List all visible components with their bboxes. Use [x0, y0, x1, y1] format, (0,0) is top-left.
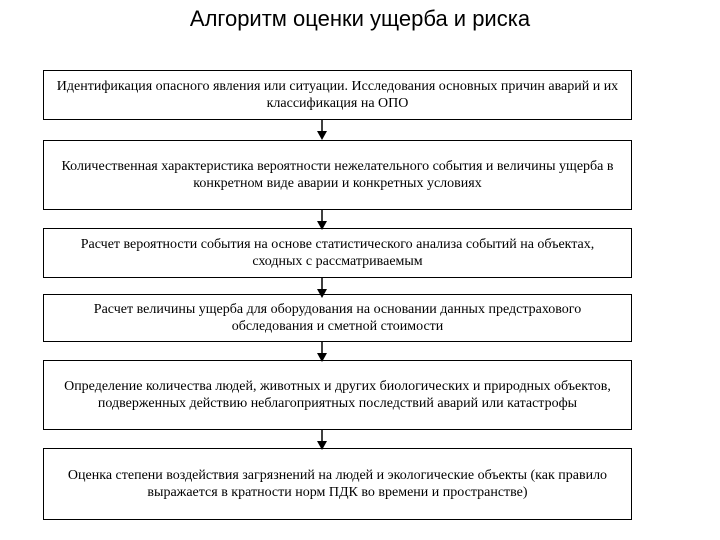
step-quantitative-characteristic — [43, 140, 632, 210]
step-text: Расчет величины ущерба для оборудования на основании данных предстрахового обследования и сметной стоимости — [93, 302, 582, 334]
step-text: Определение количества людей, животных и других биологических и природных объектов, подверженных действию неблагоприятных последствий аварий или катастрофы — [64, 379, 611, 411]
step-text: Количественная характеристика вероятности нежелательного события и величины ущерба в конкретном виде аварии и конкретных условиях — [61, 159, 614, 191]
step-text: Расчет вероятности события на основе статистического анализа событий на объектах, сходных с рассматриваемым — [80, 237, 595, 269]
step-text: Идентификация опасного явления или ситуации. Исследования основных причин аварий и их классификация на ОПО — [56, 79, 619, 111]
step-pollution-impact — [43, 448, 632, 520]
step-affected-objects — [43, 360, 632, 430]
diagram-title: Алгоритм оценки ущерба и риска — [189, 6, 531, 31]
step-identification — [43, 70, 632, 120]
step-probability-calculation — [43, 228, 632, 278]
arrow-down-icon — [316, 430, 328, 450]
step-damage-calculation — [43, 294, 632, 342]
arrow-down-icon — [316, 342, 328, 362]
step-text: Оценка степени воздействия загрязнений на людей и экологические объекты (как правило выражается в кратности норм ПДК во времени и пространстве) — [67, 468, 608, 500]
arrow-down-icon — [316, 210, 328, 230]
arrow-down-icon — [316, 120, 328, 140]
